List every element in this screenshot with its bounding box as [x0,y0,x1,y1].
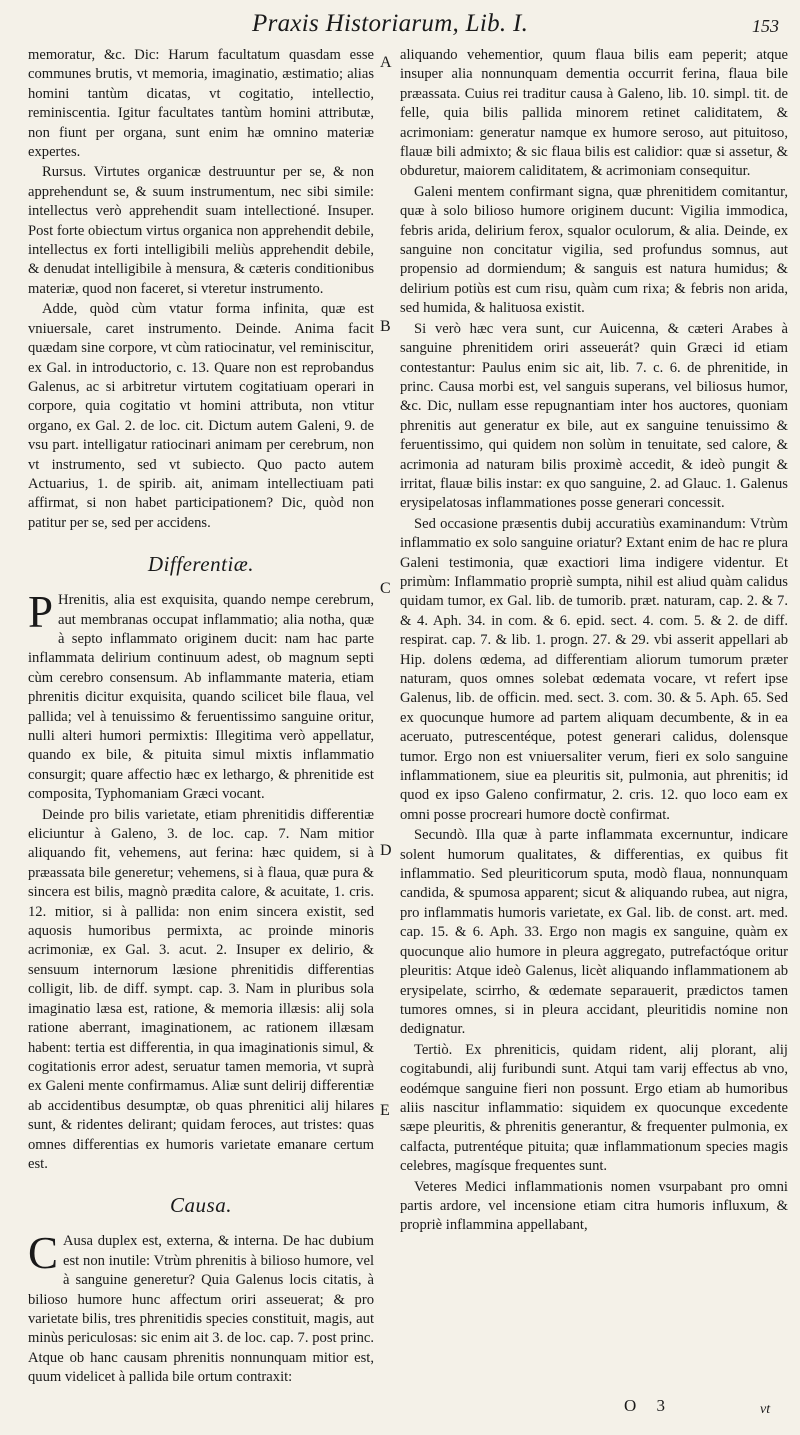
margin-letter-c: C [380,580,391,597]
dropcap-c: C [28,1228,59,1279]
right-paragraph-3: Si verò hæc vera sunt, cur Auicenna, & cæteri Arabes à sanguine phrenitidem oriri asseuerát? quin Græci id etiam contestantur: Paulus enim sic ait, lib. 7. c. 6. de phrenitide, in princ. Causa morbi est, vel sanguis superans, vel biliosus humor, &c. Dic, nullam esse repugnantiam inter hos auctores, quoniam phrenitis aut generatur ex bile, aut ex sanguine tenuissimo & feruentissimo, qui quidem non solùm in tenuitate, sed calore, & acrimonia ad naturam bilis proximè accedit, & ideò pungit & irritat, flauæ bilis instar: ex quo sanguine, 2. ad Glauc. 1. Galenus erysipelatosas inflammationes posse generari concessit. [400,320,788,512]
dropcap-p: P [28,587,54,638]
right-paragraph-5: Secundò. Illa quæ à parte inflammata excernuntur, indicare solent humorum qualitates, & differentias, ex quibus fit inflammatio. Sed pleuriticorum sputa, modò flaua, nonnunquam candida, & spumosa apparent; sicut & aliquando rubea, aut nigra, pro inflammatis humoris varietate, ex Gal. lib. de const. art. med. cap. 15. & 6. Aph. 33. Ergo non magis ex sanguine, quàm ex quocunque alio humore in pleura aggregato, putrefactóque oritur pleuritis: Atque ideò Galenus, licèt aliquando inflammationem ab erysipelate, scirrho, & œdemate separauerit, prædictos tamen tumores omnes, si in pleura accidant, pleuritidis nomine non dedignatur. [400,827,788,1038]
margin-letter-a: A [380,54,392,71]
left-paragraph-3: Adde, quòd cùm vtatur forma infinita, quæ est vniuersale, caret instrumento. Deinde. Anima facit quædam sine corpore, vt cùm ratiocinatur, vel reminiscitur, ex Gal. in introductorio, c. 13. Quare non est reprobandus Galenus, ac si arbitretur virtutem cogitatiuam operari in corpore, quia cogitatio vt homini attributa, non vtitur organo, ex Gal. 2. de loc. cit. Dictum autem Galeni, 9. de vsu part. intelligatur ratiocinari animam per cerebrum, non vt instrumento, sed vt subiecto. Quo pacto autem Actuarius, 1. de spirib. ait, animam intellectiuam pati affirmat, si non habet participationem? Dic, quòd non patitur per se, sed per accidens. [28,301,374,531]
page-header [0,8,800,42]
margin-letter-e: E [380,1102,390,1119]
causa-paragraph [28,1228,374,1387]
running-title: Praxis Historiarum, Lib. I. [252,10,529,37]
right-paragraph-2: Galeni mentem confirmant signa, quæ phrenitidem comitantur, quæ à solo bilioso humore originem ducunt: Vigilia immodica, febris arida, delirium ferox, squalor oculorum, & alia. Deinde, ex sanguine non concitatur vigilia, sed profundus somnus, aut propensio ad dormiendum; & sanguis est natura humidus; & delirium potiùs est cum risu, quàm cum rixa; & febris non arida, sed humida, & halituosa existit. [400,183,788,317]
differentiae-text-1: Hrenitis, alia est exquisita, quando nempe cerebrum, aut membranas occupat inflammatio; alia notha, quæ à septo inflammato originem ducit: nam hac parte inflammata delirium continuum adest, ob magnum septi cùm cerebro consensum. Ab inflammante materia, etiam phrenitis dicitur exquisita, quando scilicet bile flaua, vel pallida; vel à tenuissimo & feruentissimo sanguine oritur, nulli alteri humori permixtis: Illegitima verò appellatur, quando ex bile, & pituita simul mixtis inflammatio consurgit; quare affectio hæc ex lethargo, & phrenitide est composita, Typhomaniam Græci vocant. [28,592,374,803]
margin-letter-d: D [380,842,392,859]
differentiae-paragraph-1 [28,587,374,804]
right-paragraph-6: Tertiò. Ex phreniticis, quidam rident, alij plorant, alij cogitabundi, alij furibundi sunt. Atqui tam varij effectus ab vno, eodémque sanguine fieri non possunt. Ergo etiam ab humoribus aliis nascitur inflammatio: siquidem ex quocunque excedente sæpe pleuritis, & phrenitis generantur, & frequenter pulmonia, ex calfacta, putrentéque pituita; quæ inflammationum species magis celebres, magísque frequentes sunt. [400,1041,788,1175]
right-paragraph-4: Sed occasione præsentis dubij accuratiùs examinandum: Vtrùm inflammatio ex solo sanguine oriatur? Extant enim de hac re plura Galeni testimonia, quæ exactiori lima indigere videntur. Et primùm: Inflammatio propriè sumpta, nihil est aliud quàm calidus quidam tumor, ex Gal. lib. de tumorib. præt. naturam, cap. 2. & 7. & 4. Aph. 34. in com. & 6. epid. sect. 4. com. 5. & 2. de diff. respirat. cap. 7. & lib. 1. progn. 27. & 29. vbi asserit appellari ab Hip. dolens œdema, ad differentiam aliorum tumorum præter naturam, quos omnes solebat œdemata vocare, vt refert ipse Galenus, lib. de officin. med. sect. 3. com. 30. & 5. Aph. 65. Sed ex quocunque humore ad partem aliquam decumbente, & in ea aceruato, putrescentéque, potest generari calidus, dolensque tumor. Ergo non est vniuersaliter verum, fieri ex solo sanguine inflammationem, siue ea pleuritis sit, pulmonia, aut phrenitis; id quod ex ipso Galeno confirmatur, 2. cris. 12. quo loco eam ex omni posse procreari humore doctè confirmat. [400,515,788,823]
right-paragraph-7: Veteres Medici inflammationis nomen vsurpabant pro omni partis ardore, vel incensione etiam citra humoris influxum, & propriè inflammina appellabant, [400,1178,788,1234]
heading-causa: Causa. [170,1193,232,1218]
left-column [28,46,374,1388]
right-column [400,46,788,1236]
margin-letter-b: B [380,318,391,335]
differentiae-paragraph-2: Deinde pro bilis varietate, etiam phrenitidis differentiæ eliciuntur à Galeno, 3. de loc. cap. 7. Nam mitior aliquando fit, vehemens, aut ferina: hæc quidem, si à præassata bile generetur; vehemens, si à flaua, quæ pura & sincera est bilis, magnò prædita calore, & acuitate, 1. cris. 12. mitior, si à pallida: non enim sincera existit, sed aquosis humoribus permixta, ac proinde minoris acrimoniæ, ex Gal. 3. acut. 2. Insuper ex delirio, & sensuum internorum læsione phrenitidis differentias colligit, lib. de diff. sympt. cap. 3. Nam in pluribus sola imaginatio læsa est, ratione, & memoria illæsis: alij sola ratione aberrant, imaginationem, ac rationem illæsam habent: tertia est differentia, in qua imaginationis simul, & cogitationis error adest, seruatur tamen memoria, vt suprà ex Galeni mente confirmamus. Aliæ sunt delirij differentiæ ab accidentibus desumptæ, ob quas phrenitici alij hilares sunt, & ridentes delirant; quidam feroces, aut tristes: quas omnes differentias ex humoris varietate emanare certum est. [28,806,374,1172]
causa-text: Ausa duplex est, externa, & interna. De hac dubium est non inutile: Vtrùm phrenitis à bilioso humore, vel à sanguine generetur? Quia Galenus locis citatis, à bilioso humore hunc affectum oriri asseuerat; & pro varietate bilis, tres phrenitidis species constituit, magis, aut minùs periculosas: sic enim ait 3. de loc. cap. 7. post princ. Atque ob hanc causam phrenitis nonnunquam mitior est, quum videlicet à pallida bile ortum contraxit: [28,1233,374,1386]
left-paragraph-1: memoratur, &c. Dic: Harum facultatum quasdam esse communes brutis, vt memoria, imaginatio, æstimatio; alias homini tantùm dicatas, vt cogitatio, intellectio, reminiscentia. Igitur facultates tantùm homini attributæ, non fiunt per organa, sunt enim hæ omnino materiæ expertes. [28,47,374,161]
margin-letters [380,46,398,1346]
left-paragraph-2: Rursus. Virtutes organicæ destruuntur per se, & non apprehendunt se, & suum instrumentum, nec sibi simile: intellectus verò apprehendit suam intellectioné. Insuper. Post forte obiectum virtus organica non apprehendit debile, intellectus ex forti intelligibili meliùs apprehendit debile, & denudat intelligibile à mensura, & cæteris conditionibus materiæ, quod non faceret, si vteretur instrumento. [28,164,374,297]
signature-mark: O 3 [624,1396,674,1415]
right-paragraph-1: aliquando vehementior, quum flaua bilis eam peperit; atque insuper alia nonnunquam dementia occurrit ferina, flaua bile præassata. Cuius rei traditur causa à Galeno, lib. 10. simpl. tit. de felle, quia bilis pallida minorem retinet caliditatem, & acrimoniam: generatur namque ex humore seroso, aut pituitoso, flauæ bili admixto; & sic flaua bilis est calidior: quæ si assetur, & obduretur, maiorem caliditatem, & acrimoniam consequitur. [400,47,788,180]
heading-differentiae: Differentiæ. [147,552,255,577]
page-number: 153 [752,16,779,36]
catchword: vt [760,1402,771,1417]
